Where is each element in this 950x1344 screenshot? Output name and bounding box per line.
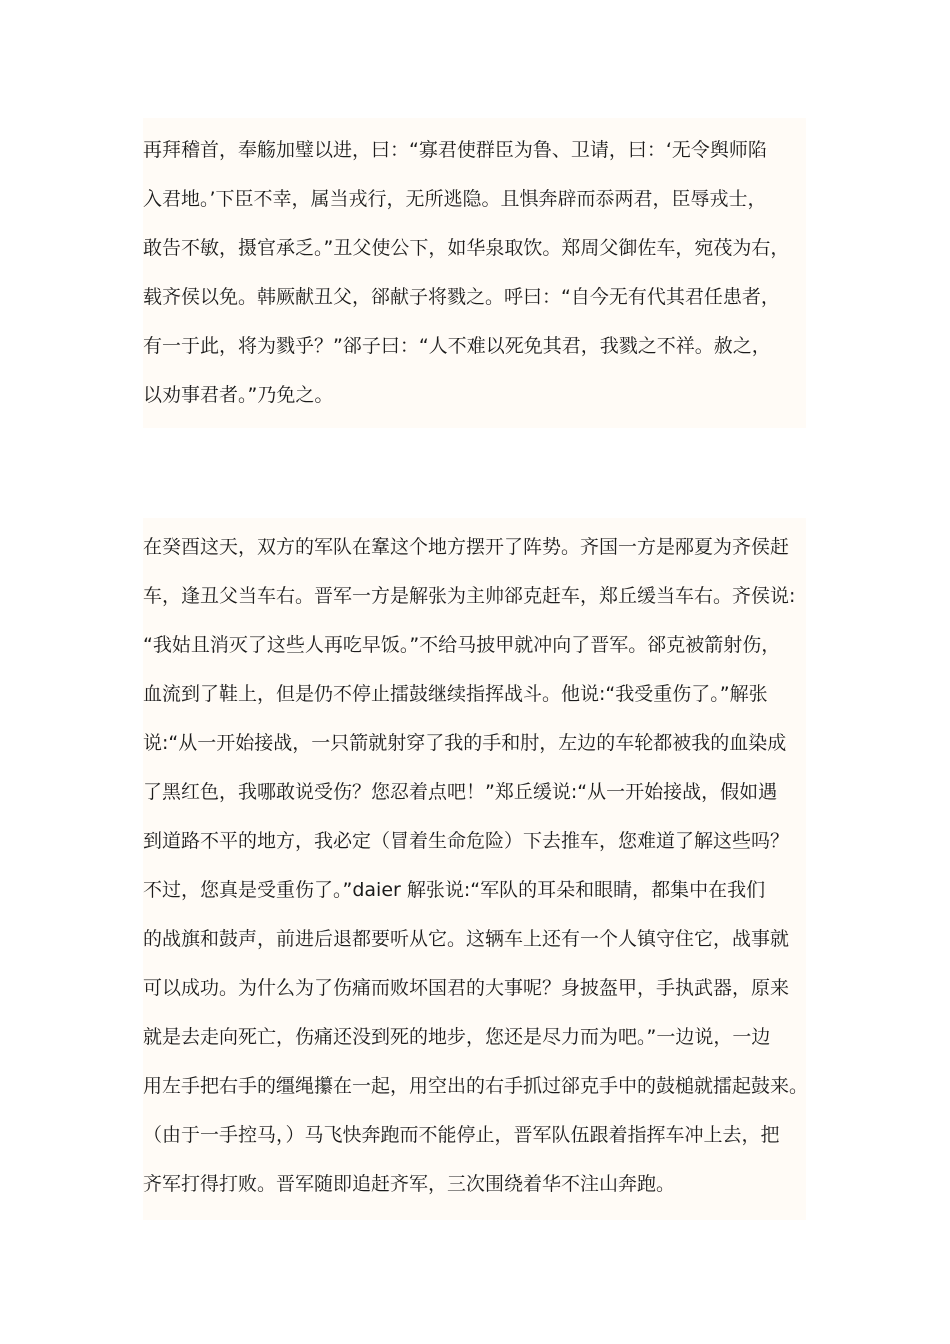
translation-text-line: 到道路不平的地方，我必定（冒着生命危险）下去推车，您难道了解这些吗？: [143, 830, 790, 852]
translation-text-line: 不过，您真是受重伤了。”daier 解张说:“军队的耳朵和眼睛，都集中在我们: [143, 879, 766, 901]
original-text-block: [143, 118, 806, 428]
translation-text-line: 就是去走向死亡，伤痛还没到死的地步，您还是尽力而为吧。”一边说，一边: [143, 1026, 771, 1048]
translation-text-line: 可以成功。为什么为了伤痛而败坏国君的大事呢？身披盔甲，手执武器，原来: [143, 977, 790, 999]
translation-text-line: 用左手把右手的缰绳攥在一起，用空出的右手抓过郤克手中的鼓槌就擂起鼓来。: [143, 1075, 809, 1097]
original-text-line: 敢告不敏，摄官承乏。”丑父使公下，如华泉取饮。郑周父御佐车，宛茷为右，: [143, 237, 790, 259]
translation-text-line: “我姑且消灭了这些人再吃早饭。”不给马披甲就冲向了晋军。郤克被箭射伤，: [143, 634, 781, 656]
original-text-line: 再拜稽首，奉觞加璧以进，曰：“寡君使群臣为鲁、卫请，曰：‘无令舆师陷: [143, 139, 767, 161]
original-text-line: 以劝事君者。”乃免之。: [143, 384, 334, 406]
translation-text-line: 齐军打得打败。晋军随即追赶齐军，三次围绕着华不注山奔跑。: [143, 1173, 676, 1195]
original-text-line: 入君地。’下臣不幸，属当戎行，无所逃隐。且惧奔辟而忝两君，臣辱戎士，: [143, 188, 767, 210]
translation-text-line: 了黑红色，我哪敢说受伤？您忍着点吧！”郑丘缓说:“从一开始接战，假如遇: [143, 781, 778, 803]
translation-text-line: 的战旗和鼓声，前进后退都要听从它。这辆车上还有一个人镇守住它，战事就: [143, 928, 790, 950]
original-text-line: 有一于此，将为戮乎？”郤子曰：“人不难以死免其君，我戮之不祥。赦之，: [143, 335, 771, 357]
translation-text-line: 说:“从一开始接战，一只箭就射穿了我的手和肘，左边的车轮都被我的血染成: [143, 732, 787, 754]
translation-text-line: （由于一手控马，）马飞快奔跑而不能停止，晋军队伍跟着指挥车冲上去，把: [143, 1124, 780, 1146]
translation-text-line: 在癸酉这天，双方的军队在鞌这个地方摆开了阵势。齐国一方是邴夏为齐侯赶: [143, 536, 790, 558]
original-text-line: 载齐侯以免。韩厥献丑父，郤献子将戮之。呼曰：“自今无有代其君任患者，: [143, 286, 780, 308]
translation-text-line: 车，逢丑父当车右。晋军一方是解张为主帅郤克赶车，郑丘缓当车右。齐侯说:: [143, 585, 796, 607]
translation-text-block: [143, 518, 809, 1220]
translation-text-line: 血流到了鞋上，但是仍不停止擂鼓继续指挥战斗。他说:“我受重伤了。”解张: [143, 683, 768, 705]
